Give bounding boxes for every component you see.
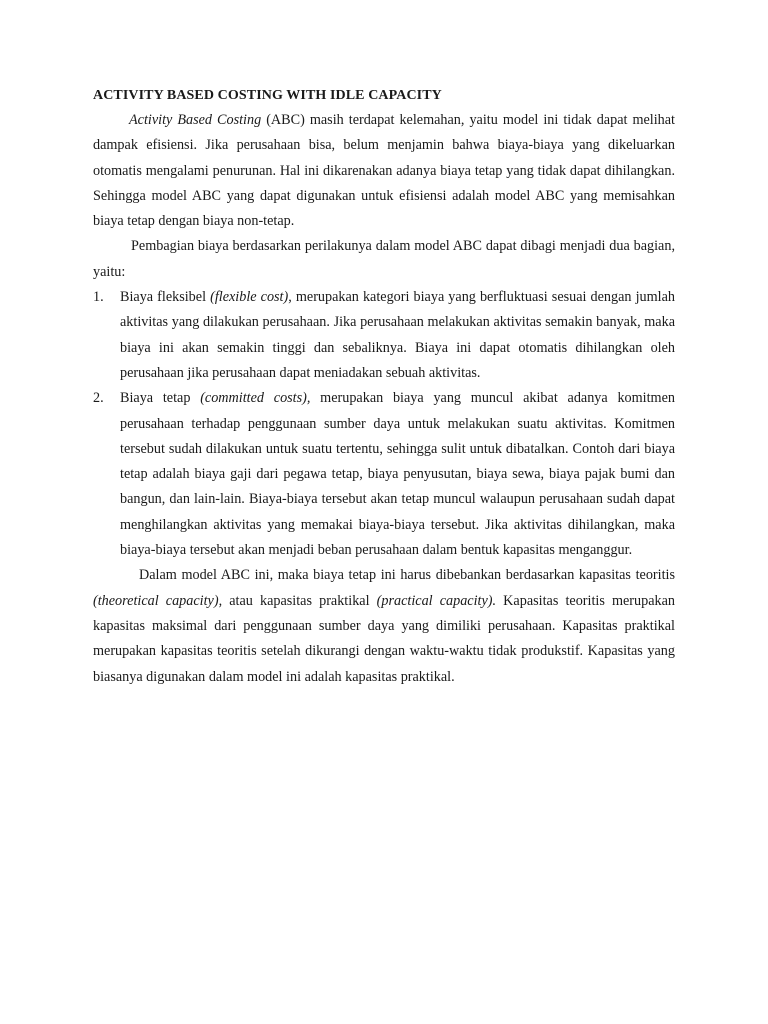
list-item-text-after: merupakan biaya yang muncul akibat adanya komitmen perusahaan terhadap penggunaan sumber daya untuk melakukan suatu aktivitas. Komitmen tersebut sudah dilakukan untuk suatu tertentu, sehingga sulit untuk dibatalkan. Contoh dari biaya tetap adalah biaya gaji dari pegawa tetap, biaya penyusutan, biaya sewa, biaya pajak bumi dan bangun, dan lain-lain. Biaya-biaya tersebut akan tetap muncul walaupun perusahaan sudah dapat menghilangkan aktivitas yang memakai biaya-biaya tersebut. Jika aktivitas dihilangkan, maka biaya-biaya tersebut akan menjadi beban perusahaan dalam bentuk kapasitas menganggur.: [120, 390, 675, 559]
list-item-number: 1.: [93, 289, 104, 306]
paragraph-capacity-italic-practical: (practical capacity).: [376, 592, 497, 609]
list-item: [93, 386, 675, 563]
cost-type-list: [93, 285, 675, 563]
list-item-text-after: , merupakan kategori biaya yang berfluktuasi sesuai dengan jumlah aktivitas yang dilakukan perusahaan. Jika perusahaan melakukan aktivitas semakin banyak, maka biaya ini akan semakin tinggi dan sebaliknya. Biaya ini dapat otomatis dihilangkan oleh perusahaan jika perusahaan dapat meniadakan sebuah aktivitas.: [120, 289, 675, 381]
list-item-number: 2.: [93, 390, 104, 407]
paragraph-capacity-italic-theoretical: (theoretical capacity): [93, 592, 219, 609]
document-body: [93, 86, 675, 690]
paragraph-intro-italic-lead: Activity Based Costing: [129, 112, 262, 128]
paragraph-capacity-part3: Kapasitas teoritis merupakan kapasitas maksimal dari penggunaan sumber daya yang dimiliki perusahaan. Kapasitas praktikal merupakan kapasitas teoritis setelah dikurangi dengan waktu-waktu tidak produkstif. Kapasitas yang biasanya digunakan dalam model ini adalah kapasitas praktikal.: [93, 592, 676, 685]
list-item-text-before: Biaya fleksibel: [120, 289, 211, 306]
paragraph-division: Pembagian biaya berdasarkan perilakunya dalam model ABC dapat dibagi menjadi dua bagian, yaitu:: [93, 238, 675, 280]
paragraph-capacity-part2: , atau kapasitas praktikal: [218, 592, 377, 609]
paragraph-intro-text: (ABC) masih terdapat kelemahan, yaitu model ini tidak dapat melihat dampak efisiensi. Jika perusahaan bisa, belum menjamin bahwa biaya-biaya yang dikeluarkan otomatis mengalami penurunan. Hal ini dikarenakan adanya biaya tetap yang tidak dapat dihilangkan. Sehingga model ABC yang dapat digunakan untuk efisiensi adalah model ABC yang memisahkan biaya tetap dengan biaya non-tetap.: [93, 112, 675, 230]
list-item: [93, 285, 675, 386]
paragraph-capacity: [93, 563, 675, 689]
list-item-italic-term: (committed costs),: [200, 390, 311, 407]
list-item-text-before: Biaya tetap: [120, 390, 201, 407]
list-item-italic-term: (flexible cost): [210, 289, 289, 306]
paragraph-capacity-part1: Dalam model ABC ini, maka biaya tetap ini harus dibebankan berdasarkan kapasitas teoritis: [139, 567, 675, 584]
document-title: ACTIVITY BASED COSTING WITH IDLE CAPACITY: [93, 88, 442, 103]
paragraph-intro: [93, 108, 675, 234]
